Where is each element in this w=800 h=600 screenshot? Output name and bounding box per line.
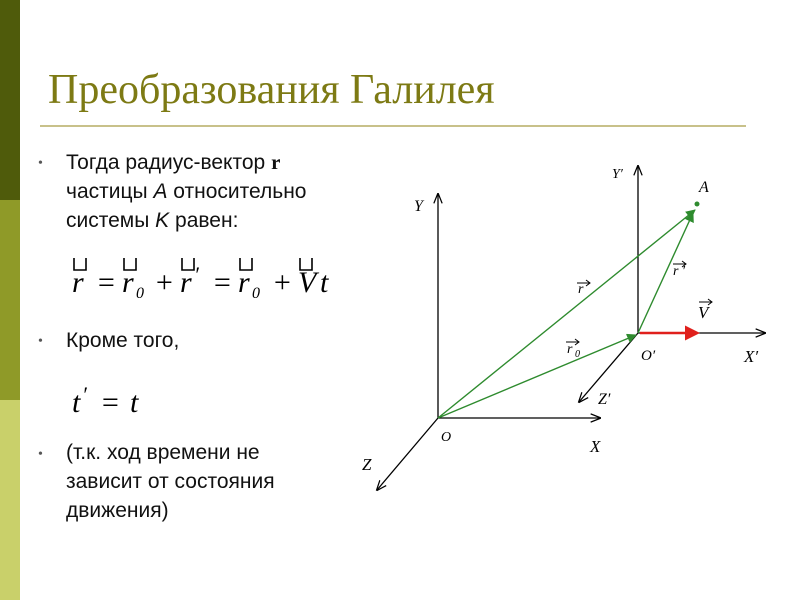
formula-eq-1: = xyxy=(96,266,117,299)
bullet-1-line-2 xyxy=(66,177,356,206)
side-bar-segment-mid xyxy=(0,200,20,400)
bullet-2-text: Кроме того, xyxy=(66,329,180,352)
bullet-1-text-e: равен: xyxy=(169,209,239,232)
italic-A: A xyxy=(153,180,168,203)
label-r-prime: r ′ xyxy=(673,264,686,279)
formula-r: r xyxy=(72,266,84,299)
formula-radius-vector xyxy=(66,252,366,302)
side-bar-segment-dark xyxy=(0,0,20,200)
label-r0: r xyxy=(567,342,573,357)
label-O: O xyxy=(441,430,452,445)
axis-Z xyxy=(377,418,438,490)
bullet-1-text-c: относительно xyxy=(167,180,307,203)
side-decoration-bar xyxy=(0,0,20,600)
bullet-1-text xyxy=(66,148,356,235)
bullet-dot-1: • xyxy=(38,156,43,171)
slide-title: Преобразования Галилея xyxy=(48,67,495,113)
bullet-1-line-1 xyxy=(66,148,356,177)
bullet-3-line-1: (т.к. ход времени не xyxy=(66,441,260,464)
formula-V: V xyxy=(298,266,317,299)
side-bar-segment-light xyxy=(0,400,20,600)
formula-plus-2: + xyxy=(272,266,293,299)
formula-t-1: t xyxy=(72,386,81,419)
label-r: r xyxy=(578,282,584,297)
formula-time xyxy=(66,382,176,422)
italic-K: K xyxy=(155,209,170,232)
formula-t: t xyxy=(320,266,329,299)
title-underline xyxy=(40,125,746,127)
formula-sub0-b: 0 xyxy=(252,285,260,302)
bullet-3-line-2: зависит от состояния xyxy=(66,470,275,493)
galilean-frames-diagram xyxy=(340,150,780,550)
bullet-1-text-d: системы xyxy=(66,209,156,232)
formula-t-2: t xyxy=(130,386,139,419)
label-Y: Y xyxy=(414,198,423,215)
formula-rprime: r xyxy=(180,266,192,299)
formula-prime: ′ xyxy=(194,262,199,287)
vector-r xyxy=(438,210,695,418)
formula-r0-b: r xyxy=(238,266,250,299)
formula-t-prime: ′ xyxy=(82,382,87,407)
bullet-3-text xyxy=(66,438,356,525)
bullet-1-text-a: Тогда радиус-вектор xyxy=(66,151,272,174)
label-Z-prime: Z′ xyxy=(598,391,611,408)
label-O-prime: O′ xyxy=(641,348,656,364)
bullet-1-line-3 xyxy=(66,206,356,235)
bullet-1-text-b: частицы xyxy=(66,180,154,203)
formula-t-eq: = xyxy=(100,386,121,419)
label-Y-prime: Y′ xyxy=(612,167,623,182)
formula-r0: r xyxy=(122,266,134,299)
label-Z: Z xyxy=(362,455,372,474)
formula-plus-1: + xyxy=(154,266,175,299)
bold-r: r xyxy=(271,150,281,174)
label-A: A xyxy=(699,179,709,196)
bullet-dot-2: • xyxy=(38,334,43,349)
formula-sub0: 0 xyxy=(136,285,144,302)
bullet-dot-3: • xyxy=(38,447,43,462)
label-X-prime: X′ xyxy=(744,347,759,366)
label-V: V xyxy=(698,303,709,322)
label-X: X xyxy=(590,437,601,456)
formula-eq-2: = xyxy=(212,266,233,299)
label-r0-sub: 0 xyxy=(575,349,580,360)
point-A xyxy=(695,202,700,207)
bullet-3-line-3: движения) xyxy=(66,499,169,522)
